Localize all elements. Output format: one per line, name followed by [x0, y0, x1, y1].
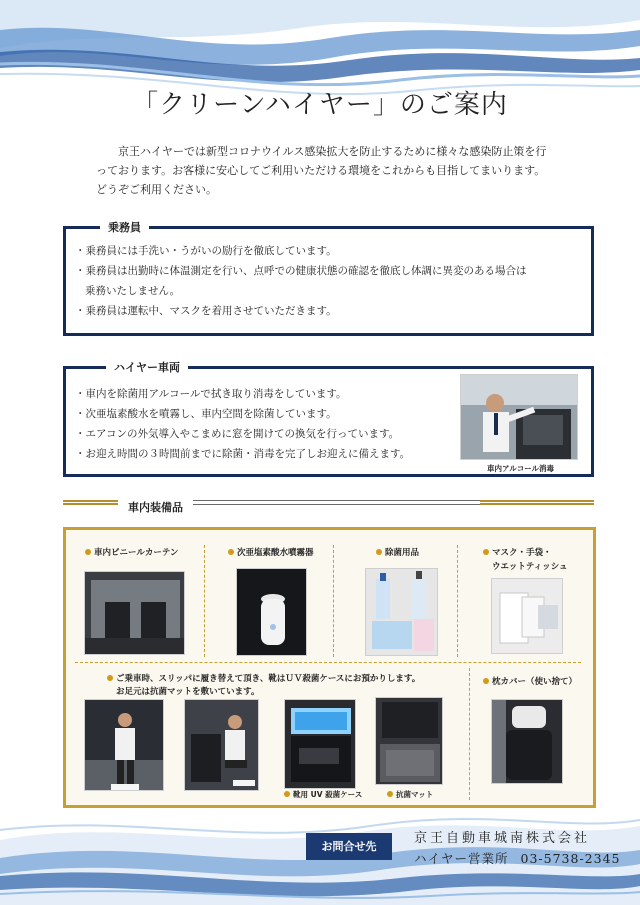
masks-gloves-photo [491, 578, 563, 654]
intro-line-2: っております。お客様に安心してご利用いただける環境をこれからも目指してまいります。 [96, 164, 546, 177]
crew-item: ・乗務員は出勤時に体温測定を行い、点呼での健康状態の確認を徹底し体調に異変のある場合は [75, 265, 527, 277]
bullet-dot-icon [85, 549, 91, 555]
company-name: 京王自動車城南株式会社 [414, 831, 591, 846]
alcohol-disinfection-photo [460, 374, 578, 460]
bullet-dot-icon [376, 549, 382, 555]
crew-item: ・乗務員には手洗い・うがいの励行を徹底しています。 [75, 245, 337, 257]
intro-line-1: 京王ハイヤーでは新型コロナウイルス感染拡大を防止するために様々な感染防止策を行 [118, 145, 547, 158]
divider [333, 545, 334, 657]
equipment-section-label: 車内装備品 [118, 499, 193, 515]
vehicle-list [75, 384, 410, 464]
equipment-rule-right-accent [480, 500, 594, 505]
divider [204, 545, 205, 657]
sprayer-caption: 次亜塩素酸水噴霧器 [228, 547, 314, 560]
mat-caption: 抗菌マット [387, 789, 433, 800]
masks-caption: マスク・手袋・ [483, 547, 552, 560]
vehicle-item: ・車内を除菌用アルコールで拭き取り消毒をしています。 [75, 388, 347, 400]
alcohol-disinfection-caption: 車内アルコール消毒 [487, 464, 555, 473]
crew-item: ・乗務員は運転中、マスクを着用させていただきます。 [75, 305, 337, 317]
office-name: ハイヤー営業所 [414, 851, 509, 866]
divider [75, 662, 581, 663]
intro-text [96, 142, 576, 199]
equipment-rule-left-accent [63, 500, 123, 505]
divider [457, 545, 458, 657]
vehicle-item: ・お迎え時間の３時間前までに除菌・消毒を完了しお迎えに備えます。 [75, 448, 411, 460]
bullet-dot-icon [483, 678, 489, 684]
slippers-caption: ご乗車時、スリッパに履き替えて頂き、靴はＵＶ殺菌ケースにお預かりします。 [107, 673, 420, 686]
vehicle-item: ・エアコンの外気導入やこまめに窓を開けての換気を行っています。 [75, 428, 400, 440]
masks-caption-line2: ウエットティッシュ [492, 562, 568, 572]
crew-list [75, 241, 527, 321]
vehicle-item: ・次亜塩素酸水を噴霧し、車内空間を除菌しています。 [75, 408, 337, 420]
sanitizer-supplies-photo [365, 568, 438, 656]
sprayer-photo [236, 568, 307, 656]
intro-line-3: どうぞご利用ください。 [96, 183, 217, 196]
crew-box-label: 乗務員 [100, 219, 149, 235]
page-title: 「クリーンハイヤー」のご案内 [132, 90, 508, 120]
bullet-dot-icon [228, 549, 234, 555]
office-line [414, 849, 621, 867]
bullet-dot-icon [483, 549, 489, 555]
pillow-cover-caption: 枕カバー（使い捨て） [483, 676, 577, 689]
contact-button[interactable]: お問合せ先 [306, 833, 392, 860]
curtain-caption: 車内ビニールカーテン [85, 547, 178, 560]
slippers-caption-line2: お足元は抗菌マットを敷いています。 [116, 687, 260, 697]
vinyl-curtain-photo [84, 571, 185, 655]
uv-case-caption: 靴用 UV 殺菌ケース [284, 789, 362, 800]
crew-item: 乗務いたしません。 [85, 285, 181, 297]
vehicle-box-label: ハイヤー車両 [106, 359, 188, 375]
phone-number[interactable]: 03-5738-2345 [520, 851, 621, 866]
bullet-dot-icon [107, 675, 113, 681]
sanitizer-caption: 除菌用品 [376, 547, 419, 560]
